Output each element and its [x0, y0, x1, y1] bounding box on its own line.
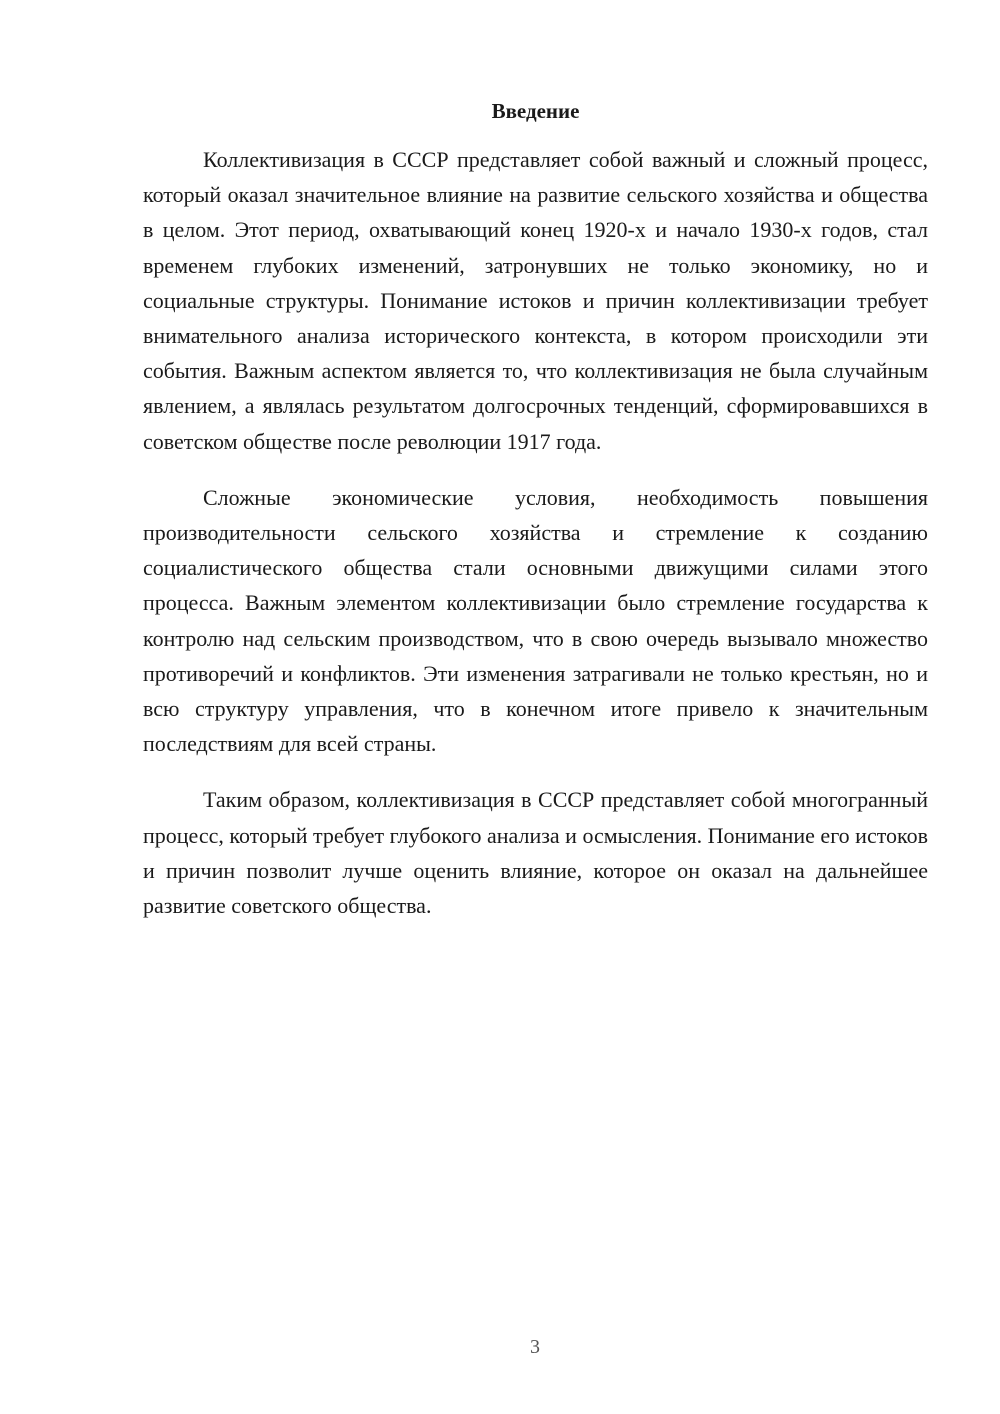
document-body	[143, 142, 928, 944]
paragraph-1: Коллективизация в СССР представляет собой важный и сложный процесс, который оказал значительное влияние на развитие сельского хозяйства и общества в целом. Этот период, охватывающий конец 1920-х и начало 1930-х годов, стал временем глубоких изменений, затронувших не только экономику, но и социальные структуры. Понимание истоков и причин коллективизации требует внимательного анализа исторического контекста, в котором происходили эти события. Важным аспектом является то, что коллективизация не была случайным явлением, а являлась результатом долгосрочных тенденций, сформировавшихся в советском обществе после революции 1917 года.	[143, 147, 928, 454]
section-title: Введение	[491, 99, 580, 123]
paragraph-3: Таким образом, коллективизация в СССР представляет собой многогранный процесс, который требует глубокого анализа и осмысления. Понимание его истоков и причин позволит лучше оценить влияние, которое он оказал на дальнейшее развитие советского общества.	[143, 787, 928, 919]
paragraph-2: Сложные экономические условия, необходимость повышения производительности сельского хозяйства и стремление к созданию социалистического общества стали основными движущими силами этого процесса. Важным элементом коллективизации было стремление государства к контролю над сельским производством, что в свою очередь вызывало множество противоречий и конфликтов. Эти изменения затрагивали не только крестьян, но и всю структуру управления, что в конечном итоге привело к значительным последствиям для всей страны.	[143, 484, 928, 757]
page-number: 3	[530, 1336, 540, 1358]
